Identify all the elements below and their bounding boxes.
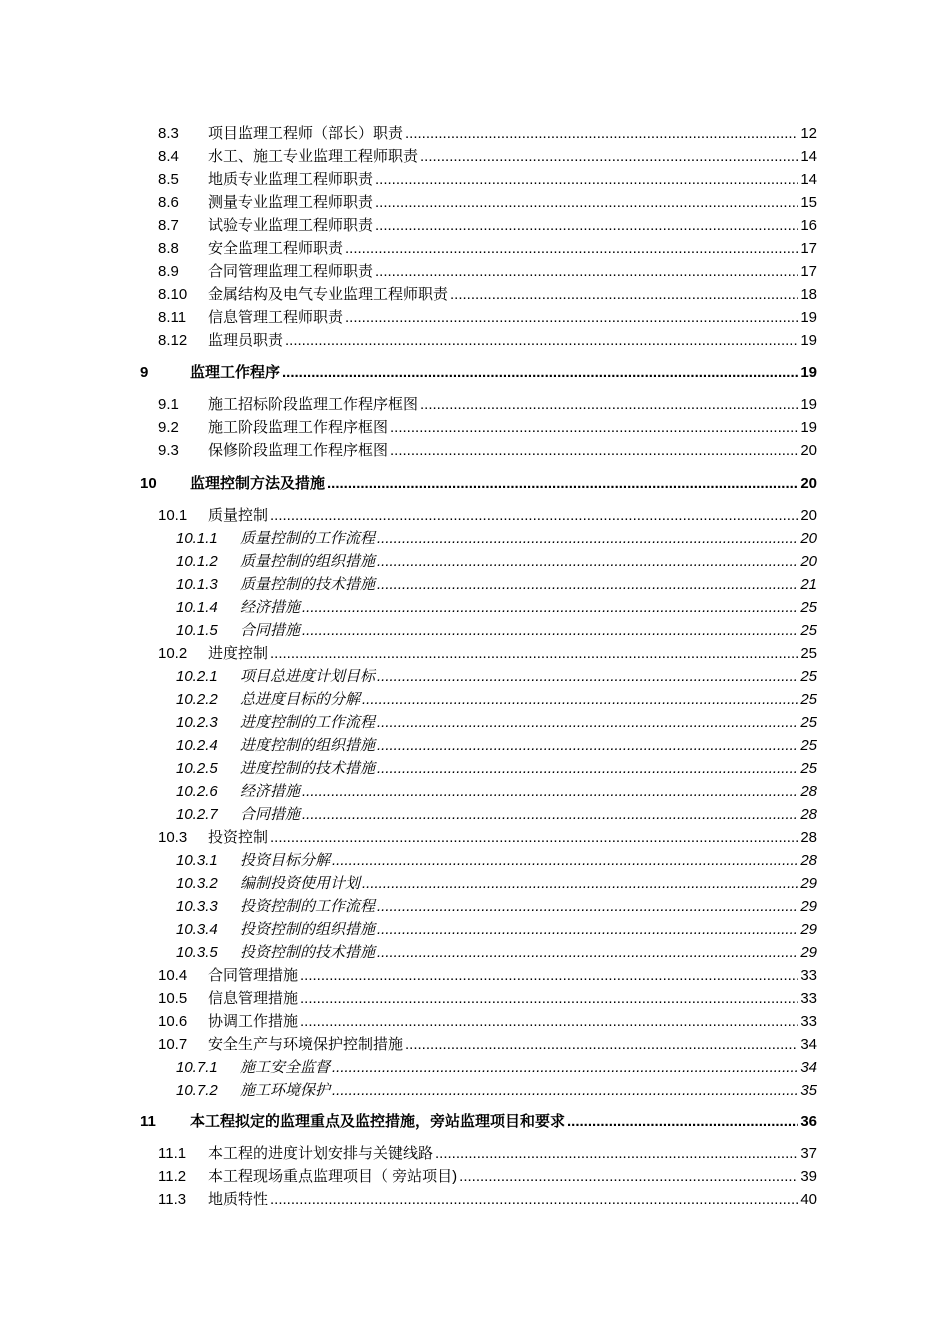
toc-entry-page-number: 29 [800, 875, 817, 892]
toc-entry-title: 经济措施 [240, 599, 301, 616]
toc-dot-leader [377, 944, 798, 962]
toc-entry-page-number: 40 [800, 1191, 817, 1208]
toc-dot-leader [375, 171, 798, 189]
toc-entry[interactable] [158, 309, 817, 327]
toc-entry-number: 8.12 [158, 332, 188, 349]
toc-entry-page-number: 33 [800, 967, 817, 984]
toc-entry[interactable] [158, 507, 817, 525]
toc-entry-number: 10.2.6 [176, 783, 218, 800]
toc-entry-title: 安全监理工程师职责 [208, 240, 344, 257]
toc-entry-page-number: 20 [800, 442, 817, 459]
toc-dot-leader [377, 530, 798, 548]
toc-dot-leader [302, 806, 798, 824]
toc-dot-leader [345, 309, 798, 327]
toc-entry-page-number: 14 [800, 148, 817, 165]
toc-entry-page-number: 33 [800, 990, 817, 1007]
toc-entry-page-number: 19 [800, 309, 817, 326]
toc-dot-leader [375, 263, 798, 281]
toc-entry-title: 测量专业监理工程师职责 [208, 194, 374, 211]
toc-entry-title: 水工、施工专业监理工程师职责 [208, 148, 419, 165]
toc-entry-title: 合同管理措施 [208, 967, 299, 984]
toc-entry[interactable] [176, 668, 817, 686]
toc-entry-number: 11 [140, 1113, 156, 1130]
toc-entry-title: 信息管理工程师职责 [208, 309, 344, 326]
toc-entry[interactable] [176, 806, 817, 824]
toc-entry[interactable] [176, 944, 817, 962]
toc-dot-leader [332, 852, 798, 870]
toc-entry-page-number: 19 [800, 396, 817, 413]
toc-entry[interactable] [158, 990, 817, 1008]
toc-entry-number: 11.2 [158, 1168, 187, 1185]
toc-entry[interactable] [158, 194, 817, 212]
toc-entry-title: 进度控制 [208, 645, 269, 662]
toc-entry-number: 10.7.1 [176, 1059, 218, 1076]
toc-entry-page-number: 17 [800, 263, 817, 280]
toc-entry-title: 投资控制的工作流程 [240, 898, 376, 915]
toc-entry-title: 保修阶段监理工作程序框图 [208, 442, 389, 459]
toc-dot-leader [420, 396, 798, 414]
toc-entry-page-number: 17 [800, 240, 817, 257]
toc-entry-number: 8.10 [158, 286, 188, 303]
toc-entry-number: 10.3.1 [176, 852, 218, 869]
toc-entry[interactable] [176, 737, 817, 755]
toc-entry[interactable] [158, 829, 817, 847]
toc-entry-number: 11.1 [158, 1145, 187, 1162]
toc-entry-number: 8.4 [158, 148, 179, 165]
toc-entry[interactable] [158, 171, 817, 189]
toc-entry-title: 监理工作程序 [190, 364, 281, 381]
toc-entry-title: 合同措施 [240, 806, 301, 823]
toc-entry[interactable] [158, 1191, 817, 1209]
toc-entry-title: 质量控制 [208, 507, 269, 524]
toc-entry[interactable] [158, 442, 817, 460]
toc-entry-title: 投资控制的技术措施 [240, 944, 376, 961]
toc-entry[interactable] [158, 1145, 817, 1163]
toc-entry-number: 9.1 [158, 396, 179, 413]
toc-entry-page-number: 20 [800, 553, 817, 570]
toc-entry-title: 进度控制的工作流程 [240, 714, 376, 731]
toc-entry-title: 投资控制的组织措施 [240, 921, 376, 938]
toc-entry-number: 10.2.7 [176, 806, 218, 823]
toc-dot-leader [377, 553, 798, 571]
toc-entry-page-number: 28 [800, 783, 817, 800]
toc-entry-title: 本工程的进度计划安排与关键线路 [208, 1145, 434, 1162]
toc-entry-title: 试验专业监理工程师职责 [208, 217, 374, 234]
toc-entry[interactable] [176, 921, 817, 939]
toc-dot-leader [390, 442, 798, 460]
toc-entry-page-number: 18 [800, 286, 817, 303]
toc-entry-number: 10.6 [158, 1013, 188, 1030]
toc-entry-number: 10.3 [158, 829, 188, 846]
toc-entry-number: 10.7 [158, 1036, 188, 1053]
toc-entry-number: 10.7.2 [176, 1082, 218, 1099]
toc-entry-number: 10.2 [158, 645, 188, 662]
toc-entry-page-number: 29 [800, 921, 817, 938]
toc-entry-number: 10.2.5 [176, 760, 218, 777]
toc-entry-title: 质量控制的技术措施 [240, 576, 376, 593]
toc-entry-title: 安全生产与环境保护控制措施 [208, 1036, 404, 1053]
toc-entry-title: 质量控制的工作流程 [240, 530, 376, 547]
toc-entry-title: 总进度目标的分解 [240, 691, 361, 708]
toc-entry[interactable] [158, 967, 817, 985]
toc-entry-title: 施工环境保护 [240, 1082, 331, 1099]
toc-entry-page-number: 25 [800, 645, 817, 662]
toc-dot-leader [302, 783, 798, 801]
toc-entry-title: 投资控制 [208, 829, 269, 846]
toc-entry-number: 10.1.1 [176, 530, 218, 547]
toc-dot-leader [435, 1145, 798, 1163]
toc-entry-page-number: 25 [800, 691, 817, 708]
toc-entry[interactable] [158, 125, 817, 143]
toc-entry[interactable] [176, 852, 817, 870]
toc-entry-page-number: 14 [800, 171, 817, 188]
toc-entry-title: 监理控制方法及措施 [190, 475, 326, 492]
toc-entry-number: 8.6 [158, 194, 179, 211]
toc-entry-page-number: 25 [800, 737, 817, 754]
toc-entry[interactable] [176, 599, 817, 617]
toc-entry[interactable] [158, 645, 817, 663]
toc-entry-page-number: 29 [800, 944, 817, 961]
toc-entry-number: 8.3 [158, 125, 179, 142]
toc-entry-number: 8.11 [158, 309, 187, 326]
toc-entry-page-number: 25 [800, 760, 817, 777]
toc-dot-leader [377, 760, 798, 778]
toc-entry-page-number: 19 [800, 419, 817, 436]
toc-entry-page-number: 37 [800, 1145, 817, 1162]
toc-entry[interactable] [158, 263, 817, 281]
toc-dot-leader [300, 990, 798, 1008]
toc-entry-number: 8.5 [158, 171, 179, 188]
toc-dot-leader [332, 1059, 798, 1077]
toc-entry[interactable] [176, 691, 817, 709]
toc-dot-leader [327, 475, 798, 493]
toc-entry[interactable] [176, 1082, 817, 1100]
toc-dot-leader [567, 1113, 798, 1131]
toc-entry-page-number: 21 [800, 576, 817, 593]
toc-entry[interactable] [176, 875, 817, 893]
toc-entry-number: 10.3.2 [176, 875, 218, 892]
toc-entry-title: 经济措施 [240, 783, 301, 800]
toc-entry-page-number: 28 [800, 806, 817, 823]
toc-entry[interactable] [158, 148, 817, 166]
toc-dot-leader [270, 645, 798, 663]
toc-dot-leader [377, 898, 798, 916]
toc-entry-page-number: 29 [800, 898, 817, 915]
toc-entry-number: 8.7 [158, 217, 179, 234]
toc-entry[interactable] [176, 783, 817, 801]
toc-dot-leader [405, 125, 798, 143]
toc-entry[interactable] [176, 553, 817, 571]
toc-entry-title: 施工安全监督 [240, 1059, 331, 1076]
toc-entry-page-number: 25 [800, 668, 817, 685]
toc-entry-number: 10.5 [158, 990, 188, 1007]
toc-entry-title: 地质专业监理工程师职责 [208, 171, 374, 188]
toc-entry-page-number: 33 [800, 1013, 817, 1030]
toc-entry-number: 10 [140, 475, 157, 492]
toc-entry-title: 信息管理措施 [208, 990, 299, 1007]
toc-entry-number: 10.3.4 [176, 921, 218, 938]
toc-entry[interactable] [176, 714, 817, 732]
toc-entry-number: 10.1 [158, 507, 188, 524]
toc-entry-number: 9.2 [158, 419, 179, 436]
toc-entry[interactable] [176, 1059, 817, 1077]
toc-dot-leader [362, 691, 798, 709]
toc-entry-page-number: 20 [800, 475, 817, 492]
toc-entry[interactable] [176, 760, 817, 778]
toc-dot-leader [377, 668, 798, 686]
toc-dot-leader [302, 599, 798, 617]
toc-entry-page-number: 15 [800, 194, 817, 211]
toc-entry[interactable] [158, 217, 817, 235]
toc-entry-title: 项目监理工程师（部长）职责 [208, 125, 404, 142]
toc-entry-page-number: 28 [800, 852, 817, 869]
toc-dot-leader [270, 507, 798, 525]
toc-entry-title: 监理员职责 [208, 332, 284, 349]
toc-entry-number: 9.3 [158, 442, 179, 459]
toc-entry-page-number: 34 [800, 1036, 817, 1053]
toc-entry-title: 地质特性 [208, 1191, 269, 1208]
toc-entry-title: 合同管理监理工程师职责 [208, 263, 374, 280]
toc-entry-page-number: 20 [800, 530, 817, 547]
toc-dot-leader [420, 148, 798, 166]
toc-entry[interactable] [176, 576, 817, 594]
toc-entry-number: 8.9 [158, 263, 179, 280]
toc-entry-title: 质量控制的组织措施 [240, 553, 376, 570]
toc-dot-leader [459, 1168, 798, 1186]
toc-dot-leader [332, 1082, 798, 1100]
toc-dot-leader [270, 1191, 798, 1209]
toc-dot-leader [285, 332, 798, 350]
toc-dot-leader [390, 419, 798, 437]
toc-entry-number: 10.2.1 [176, 668, 218, 685]
toc-entry-page-number: 19 [800, 364, 817, 381]
toc-entry-title: 进度控制的技术措施 [240, 760, 376, 777]
toc-entry-title: 进度控制的组织措施 [240, 737, 376, 754]
toc-entry-page-number: 25 [800, 714, 817, 731]
toc-entry[interactable] [140, 364, 817, 382]
toc-entry[interactable] [158, 240, 817, 258]
toc-entry-number: 10.1.2 [176, 553, 218, 570]
toc-dot-leader [362, 875, 798, 893]
toc-entry-number: 10.1.4 [176, 599, 218, 616]
toc-entry-page-number: 34 [800, 1059, 817, 1076]
toc-entry-page-number: 16 [800, 217, 817, 234]
toc-entry-number: 10.4 [158, 967, 188, 984]
toc-entry[interactable] [158, 396, 817, 414]
toc-dot-leader [375, 217, 798, 235]
toc-entry-number: 11.3 [158, 1191, 187, 1208]
toc-dot-leader [300, 1013, 798, 1031]
toc-dot-leader [302, 622, 798, 640]
toc-entry-title: 本工程现场重点监理项目（ 旁站项目) [208, 1168, 458, 1185]
toc-entry-page-number: 36 [800, 1113, 817, 1130]
toc-entry-title: 本工程拟定的监理重点及监控措施，旁站监理项目和要求 [190, 1113, 566, 1130]
toc-entry-number: 10.2.3 [176, 714, 218, 731]
toc-entry-title: 施工招标阶段监理工作程序框图 [208, 396, 419, 413]
toc-entry[interactable] [158, 1013, 817, 1031]
toc-entry-title: 项目总进度计划目标 [240, 668, 376, 685]
toc-entry[interactable] [176, 898, 817, 916]
toc-entry-page-number: 35 [800, 1082, 817, 1099]
toc-dot-leader [450, 286, 798, 304]
toc-entry-title: 施工阶段监理工作程序框图 [208, 419, 389, 436]
toc-entry-number: 10.1.3 [176, 576, 218, 593]
toc-dot-leader [377, 737, 798, 755]
toc-entry-title: 编制投资使用计划 [240, 875, 361, 892]
toc-entry-number: 10.3.3 [176, 898, 218, 915]
toc-entry[interactable] [140, 1113, 817, 1131]
toc-entry-title: 合同措施 [240, 622, 301, 639]
toc-entry-page-number: 20 [800, 507, 817, 524]
toc-entry[interactable] [176, 622, 817, 640]
toc-dot-leader [270, 829, 798, 847]
toc-dot-leader [300, 967, 798, 985]
toc-entry[interactable] [176, 530, 817, 548]
toc-dot-leader [377, 714, 798, 732]
toc-entry[interactable] [158, 332, 817, 350]
toc-entry-page-number: 25 [800, 599, 817, 616]
toc-dot-leader [282, 364, 798, 382]
toc-entry-title: 协调工作措施 [208, 1013, 299, 1030]
toc-entry-page-number: 19 [800, 332, 817, 349]
toc-entry-number: 10.3.5 [176, 944, 218, 961]
toc-dot-leader [375, 194, 798, 212]
toc-entry-page-number: 39 [800, 1168, 817, 1185]
toc-dot-leader [377, 921, 798, 939]
toc-entry-title: 金属结构及电气专业监理工程师职责 [208, 286, 449, 303]
toc-entry[interactable] [140, 475, 817, 493]
toc-entry-number: 10.1.5 [176, 622, 218, 639]
toc-entry-page-number: 12 [800, 125, 817, 142]
toc-entry-number: 9 [140, 364, 149, 381]
toc-entry[interactable] [158, 286, 817, 304]
toc-entry[interactable] [158, 1168, 817, 1186]
toc-entry-page-number: 28 [800, 829, 817, 846]
toc-entry-title: 投资目标分解 [240, 852, 331, 869]
toc-entry-number: 10.2.4 [176, 737, 218, 754]
toc-entry[interactable] [158, 1036, 817, 1054]
toc-dot-leader [377, 576, 798, 594]
toc-dot-leader [345, 240, 798, 258]
toc-dot-leader [405, 1036, 798, 1054]
toc-entry[interactable] [158, 419, 817, 437]
toc-entry-number: 10.2.2 [176, 691, 218, 708]
toc-entry-number: 8.8 [158, 240, 179, 257]
toc-entry-page-number: 25 [800, 622, 817, 639]
